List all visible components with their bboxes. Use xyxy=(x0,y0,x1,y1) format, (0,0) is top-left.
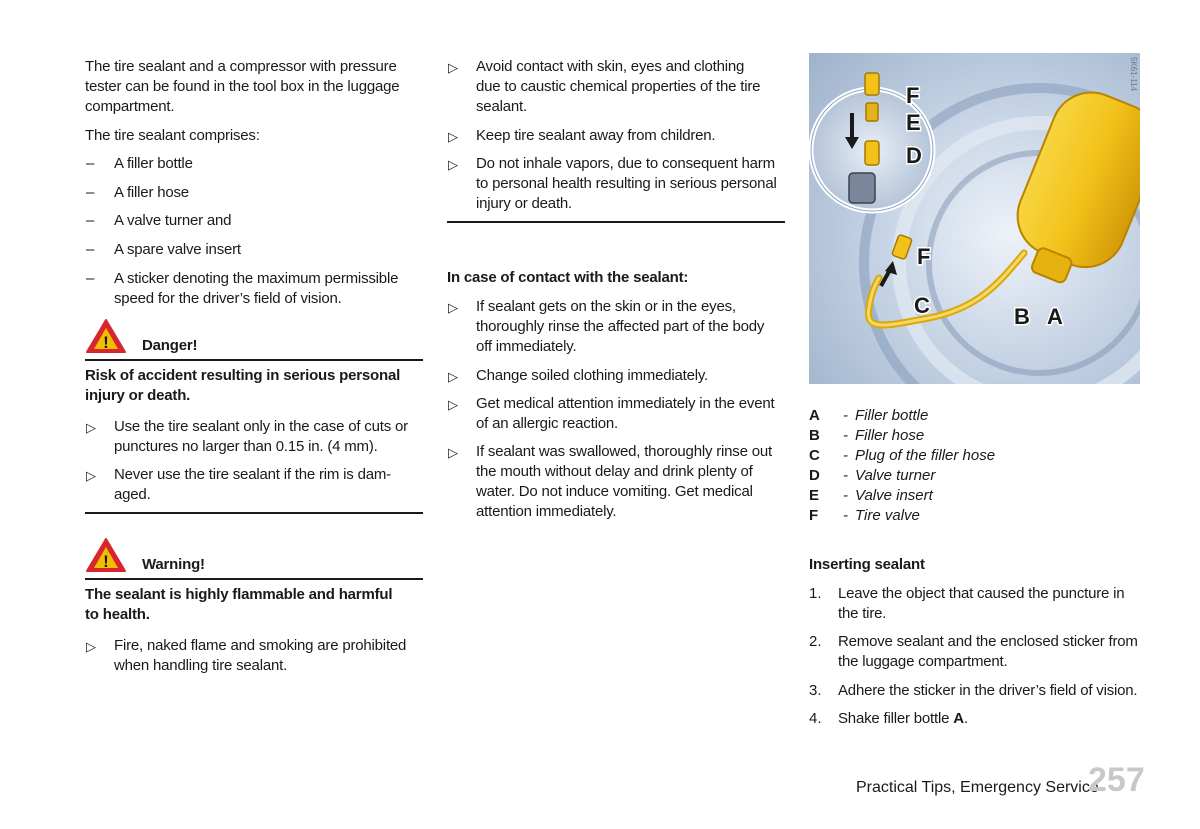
comprises-text: The tire sealant comprises: xyxy=(85,127,260,144)
list-item: A valve turner and xyxy=(114,212,232,229)
list-item-cont: speed for the driver’s field of vision. xyxy=(114,290,342,307)
dash-marker: – xyxy=(86,270,95,287)
intro-line-1: The tire sealant and a compressor with pressure xyxy=(85,58,397,75)
legend-sep: - xyxy=(843,467,848,484)
list-item: A spare valve insert xyxy=(114,241,241,258)
sealant-illustration xyxy=(809,53,1140,384)
warning-glyph: ! xyxy=(103,552,109,571)
triangle-bullet-icon: ▷ xyxy=(448,157,458,172)
figure-label-c: C xyxy=(914,293,930,318)
figure-label-d: D xyxy=(906,143,922,168)
warning-title: Warning! xyxy=(142,556,205,573)
step-text: Leave the object that caused the puncture in xyxy=(838,585,1125,602)
warning-heading-1: The sealant is highly flammable and harmful xyxy=(85,586,393,603)
divider xyxy=(447,221,785,223)
legend-text: Tire valve xyxy=(855,507,920,524)
caution-bullet: Keep tire sealant away from children. xyxy=(476,127,716,144)
triangle-bullet-icon: ▷ xyxy=(448,445,458,460)
dash-marker: – xyxy=(86,155,95,172)
divider xyxy=(85,512,423,514)
step-text-bold: A xyxy=(953,710,964,727)
triangle-bullet-icon: ▷ xyxy=(86,420,96,435)
figure-label-b: B xyxy=(1014,304,1030,329)
legend-letter: E xyxy=(809,487,820,504)
legend-sep: - xyxy=(843,427,848,444)
contact-bullet-cont: the mouth without delay and drink plenty of xyxy=(476,463,753,480)
legend-text: Filler bottle xyxy=(855,407,929,424)
legend-letter: A xyxy=(809,407,820,424)
divider xyxy=(85,359,423,361)
danger-bullet-cont: aged. xyxy=(114,486,151,503)
legend-sep: - xyxy=(843,487,848,504)
legend-letter: D xyxy=(809,467,820,484)
figure-label-f2: F xyxy=(917,244,931,269)
triangle-bullet-icon: ▷ xyxy=(448,60,458,75)
contact-bullet-cont: of an allergic reaction. xyxy=(476,415,618,432)
warning-heading-2: to health. xyxy=(85,606,150,623)
step-text-cont: the luggage compartment. xyxy=(838,653,1008,670)
step-text-tail: . xyxy=(963,710,968,727)
contact-bullet-cont: attention immediately. xyxy=(476,503,617,520)
contact-bullet-cont: water. Do not induce vomiting. Get medical xyxy=(476,483,753,500)
legend-sep: - xyxy=(843,407,848,424)
step-number: 2. xyxy=(809,633,822,650)
danger-bullet-cont: punctures no larger than 0.15 in. (4 mm). xyxy=(114,438,378,455)
danger-bullet: Never use the tire sealant if the rim is dam- xyxy=(114,466,391,483)
figure-code: 5K61-114 xyxy=(1129,57,1138,92)
contact-bullet: If sealant gets on the skin or in the eyes, xyxy=(476,298,736,315)
divider xyxy=(85,578,423,580)
inserting-heading: Inserting sealant xyxy=(809,556,925,573)
contact-heading: In case of contact with the sealant: xyxy=(447,269,689,286)
step-text xyxy=(838,709,968,729)
triangle-bullet-icon: ▷ xyxy=(448,129,458,144)
warning-triangle-icon xyxy=(85,537,127,573)
warning-triangle-icon xyxy=(85,318,127,354)
caution-bullet-cont: due to caustic chemical properties of the tire xyxy=(476,78,761,95)
page-number: 257 xyxy=(1088,761,1145,799)
legend-letter: B xyxy=(809,427,820,444)
dash-marker: – xyxy=(86,184,95,201)
legend-letter: F xyxy=(809,507,819,524)
caution-bullet-cont: to personal health resulting in serious personal xyxy=(476,175,777,192)
danger-bullet: Use the tire sealant only in the case of cuts or xyxy=(114,418,408,435)
danger-heading-1: Risk of accident resulting in serious personal xyxy=(85,367,401,384)
step-number: 4. xyxy=(809,710,822,727)
legend-sep: - xyxy=(843,447,848,464)
legend-letter: C xyxy=(809,447,820,464)
triangle-bullet-icon: ▷ xyxy=(448,300,458,315)
list-item: A sticker denoting the maximum permissible xyxy=(114,270,399,287)
dash-marker: – xyxy=(86,241,95,258)
danger-title: Danger! xyxy=(142,337,198,354)
dash-marker: – xyxy=(86,212,95,229)
legend-text: Filler hose xyxy=(855,427,925,444)
triangle-bullet-icon: ▷ xyxy=(448,369,458,384)
legend-sep: - xyxy=(843,507,848,524)
caution-bullet: Avoid contact with skin, eyes and clothing xyxy=(476,58,745,75)
legend-text: Valve turner xyxy=(855,467,936,484)
intro-line-3: compartment. xyxy=(85,98,175,115)
warning-bullet: Fire, naked flame and smoking are prohibited xyxy=(114,637,407,654)
figure-label-e: E xyxy=(906,110,921,135)
step-number: 1. xyxy=(809,585,822,602)
caution-bullet-cont: injury or death. xyxy=(476,195,573,212)
legend-text: Plug of the filler hose xyxy=(855,447,996,464)
caution-bullet: Do not inhale vapors, due to consequent harm xyxy=(476,155,775,172)
contact-bullet: If sealant was swallowed, thoroughly rinse out xyxy=(476,443,772,460)
warning-bullet-cont: when handling tire sealant. xyxy=(114,657,288,674)
legend-text: Valve insert xyxy=(855,487,933,504)
triangle-bullet-icon: ▷ xyxy=(86,639,96,654)
contact-bullet-cont: off immediately. xyxy=(476,338,577,355)
triangle-bullet-icon: ▷ xyxy=(448,397,458,412)
intro-line-2: tester can be found in the tool box in the luggage xyxy=(85,78,400,95)
step-number: 3. xyxy=(809,682,822,699)
figure-label-f: F xyxy=(906,83,920,108)
footer-section: Practical Tips, Emergency Service xyxy=(856,779,1099,796)
caution-bullet-cont: sealant. xyxy=(476,98,527,115)
list-item: A filler hose xyxy=(114,184,189,201)
step-text-cont: the tire. xyxy=(838,605,887,622)
triangle-bullet-icon: ▷ xyxy=(86,468,96,483)
figure-label-a: A xyxy=(1047,304,1063,329)
step-text: Remove sealant and the enclosed sticker from xyxy=(838,633,1138,650)
step-text-main: Shake filler bottle xyxy=(838,710,954,727)
contact-bullet: Get medical attention immediately in the event xyxy=(476,395,775,412)
danger-heading-2: injury or death. xyxy=(85,387,191,404)
contact-bullet: Change soiled clothing immediately. xyxy=(476,367,709,384)
list-item: A filler bottle xyxy=(114,155,193,172)
warning-glyph: ! xyxy=(103,333,109,352)
contact-bullet-cont: thoroughly rinse the affected part of the body xyxy=(476,318,765,335)
step-text: Adhere the sticker in the driver’s field of vision. xyxy=(838,682,1138,699)
